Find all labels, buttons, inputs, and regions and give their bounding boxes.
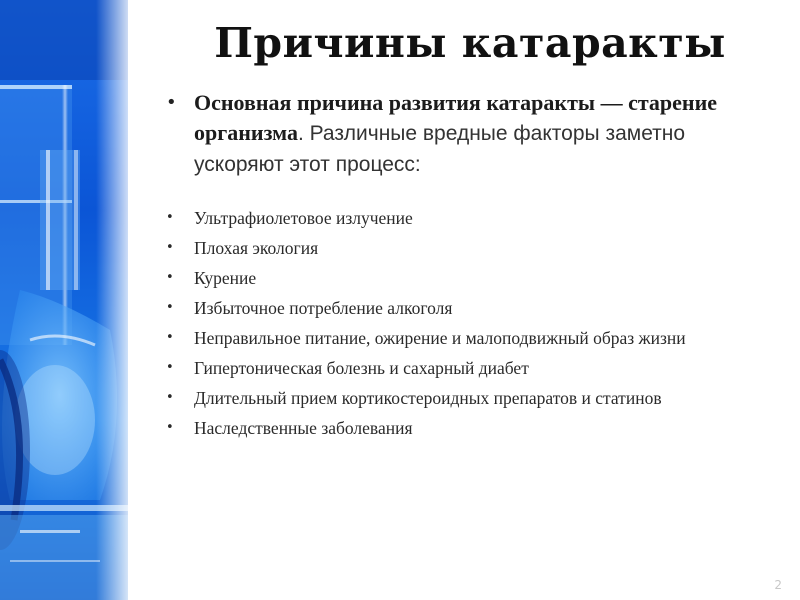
list-item [166, 386, 766, 410]
bullet-icon: • [166, 330, 174, 345]
list-item-text: Наследственные заболевания [194, 418, 413, 438]
intro-paragraph [166, 88, 766, 180]
bullet-icon: • [166, 270, 174, 285]
slide-title: Причины катаракты [214, 19, 726, 67]
list-item [166, 416, 766, 440]
slide-content [166, 88, 766, 446]
list-item [166, 356, 766, 380]
list-item-text: Длительный прием кортикостероидных препаратов и статинов [194, 388, 662, 408]
list-item-text: Плохая экология [194, 238, 319, 258]
list-item [166, 296, 766, 320]
list-item-text: Гипертоническая болезнь и сахарный диабет [194, 358, 529, 378]
bullet-icon: • [166, 240, 174, 255]
list-item [166, 206, 766, 230]
list-item [166, 236, 766, 260]
side-image-fade [96, 0, 136, 600]
bullet-icon: • [166, 420, 174, 435]
list-item-text: Курение [194, 268, 257, 288]
bullet-icon: • [166, 300, 174, 315]
causes-list [166, 206, 766, 440]
page-number: 2 [774, 578, 782, 592]
bullet-icon: • [166, 92, 177, 113]
bullet-icon: • [166, 210, 174, 225]
list-item [166, 326, 766, 350]
bullet-icon: • [166, 390, 174, 405]
bullet-icon: • [166, 360, 174, 375]
intro-bold-text: Основная причина развития катаракты — старение организма [194, 90, 718, 145]
list-item-text: Ультрафиолетовое излучение [194, 208, 413, 228]
list-item-text: Избыточное потребление алкоголя [194, 298, 453, 318]
list-item-text: Неправильное питание, ожирение и малоподвижный образ жизни [194, 328, 686, 348]
list-item [166, 266, 766, 290]
intro-normal-text: . Различные вредные факторы заметно ускоряют этот процесс: [194, 122, 686, 176]
